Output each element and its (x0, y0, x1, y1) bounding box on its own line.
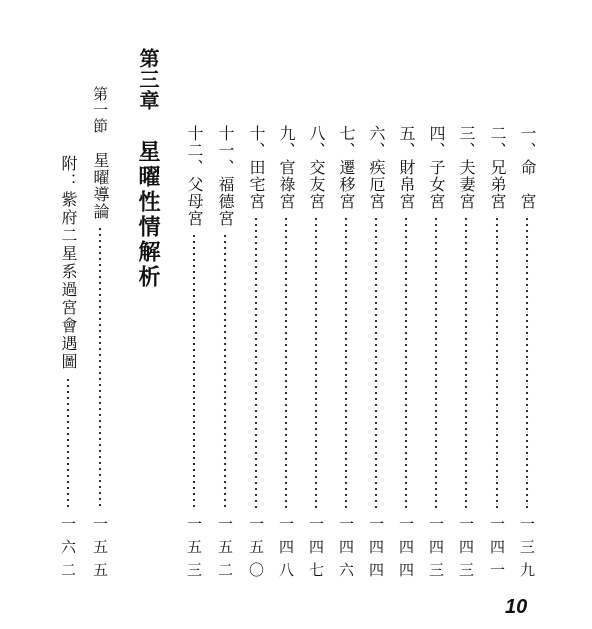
toc-entry-label: 九、官祿宮 (277, 125, 296, 210)
toc-entry-page: 一四四 (397, 516, 415, 585)
toc-entry-page: 一三九 (518, 516, 536, 585)
dot-leader (66, 377, 70, 510)
section-title: 星曜導論 (91, 152, 110, 220)
toc-entry-page: 一四三 (427, 516, 445, 585)
chapter-title: 星曜性情解析 (135, 140, 161, 290)
dot-leader (192, 233, 196, 510)
toc-entry-page: 一五〇 (247, 516, 265, 585)
dot-leader (434, 216, 438, 510)
toc-entry-label: 五、財帛宮 (397, 125, 416, 210)
dot-leader (223, 233, 227, 510)
section-entry (89, 86, 111, 585)
dot-leader (314, 216, 318, 510)
toc-entry-page: 一五三 (185, 516, 203, 585)
toc-entry-label: 二、兄弟宮 (488, 125, 507, 210)
toc-entry-page: 一四六 (337, 516, 355, 585)
toc-entry (183, 125, 205, 585)
toc-entry (245, 125, 267, 585)
toc-entry-label: 十二、父母宮 (185, 125, 204, 227)
toc-entry (365, 125, 387, 585)
dot-leader (464, 216, 468, 510)
toc-entry (395, 125, 417, 585)
toc-entry-page: 一四八 (277, 516, 295, 585)
appendix-entry (57, 155, 79, 585)
section-page-number: 一五五 (91, 516, 109, 585)
dot-leader (344, 216, 348, 510)
dot-leader (374, 216, 378, 510)
toc-entry (425, 125, 447, 585)
toc-entry-page: 一四三 (457, 516, 475, 585)
toc-entry-label: 六、疾厄宮 (367, 125, 386, 210)
toc-entry (214, 125, 236, 585)
toc-entry (516, 125, 538, 585)
toc-entry (455, 125, 477, 585)
dot-leader (404, 216, 408, 510)
dot-leader (525, 216, 529, 510)
dot-leader (254, 216, 258, 510)
toc-entry-label: 一、命 宮 (518, 125, 537, 210)
dot-leader (98, 226, 102, 510)
dot-leader (284, 216, 288, 510)
toc-entry-label: 十一、福德宮 (216, 125, 235, 227)
toc-entry-label: 七、遷移宮 (337, 125, 356, 210)
toc-entry-page: 一四一 (488, 516, 506, 585)
appendix-page-number: 一六二 (59, 516, 77, 585)
toc-entry-page: 一四四 (367, 516, 385, 585)
appendix-label: 附：紫府二星系過宮會遇圖 (59, 155, 78, 371)
toc-entry-page: 一四七 (307, 516, 325, 585)
toc-entry (305, 125, 327, 585)
chapter-number: 第三章 (136, 48, 160, 111)
section-number: 第一節 (91, 86, 109, 134)
toc-entry (335, 125, 357, 585)
page-number: 10 (505, 596, 528, 618)
toc-entry-label: 八、交友宮 (307, 125, 326, 210)
toc-entry-label: 三、夫妻宮 (457, 125, 476, 210)
toc-entry-page: 一五二 (216, 516, 234, 585)
dot-leader (495, 216, 499, 510)
toc-entry-label: 四、子女宮 (427, 125, 446, 210)
toc-entry-label: 十、田宅宮 (247, 125, 266, 210)
toc-entry (486, 125, 508, 585)
toc-entry (275, 125, 297, 585)
